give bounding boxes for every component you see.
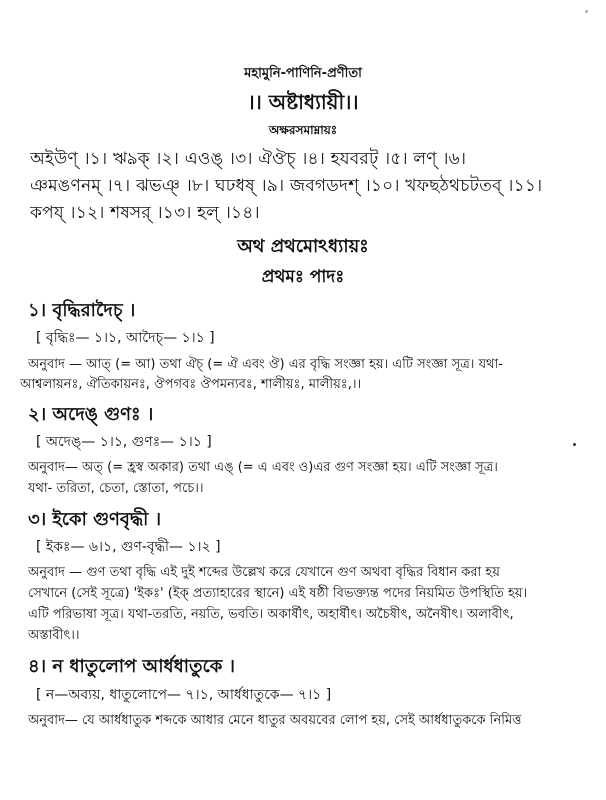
akshara-heading: অক্ষরসমাম্নায়ঃ <box>268 123 338 137</box>
sutra-translation-line: সেখানে (সেই সূত্রে) 'ইকঃ' (ইক্ প্রত্যাহারের স্থানে) এই ষষ্ঠী বিভক্ত্যন্ত পদের নিয়মিত উপস্থিতি হয়। <box>28 586 528 601</box>
author-subtitle: মহামুনি-পাণিনি-প্রণীতা <box>244 66 362 81</box>
sutra-title: ১। বৃদ্ধিরাদৈচ্ । <box>28 300 136 321</box>
sutra-translation-line: অনুবাদ — গুণ তথা বৃদ্ধি এই দুই শব্দের উল্লেখ করে যেখানে গুণ অথবা বৃদ্ধির বিধান করা হয় <box>28 565 500 580</box>
sutra-analysis: [ ইকঃ— ৬।১, গুণ-বৃদ্ধী— ১।২ ] <box>36 539 221 555</box>
akshara-line: কপয্ ।১২। শষসর্ ।১৩। হল্ ।১৪। <box>30 203 260 223</box>
sutra-translation-line: অনুবাদ — আত্ (= আ) তথা ঐচ্ (= ঐ এবং ঔ) এর বৃদ্ধি সংজ্ঞা হয়। এটি সংজ্ঞা সূত্র। যথা- <box>28 357 503 372</box>
adhyaya-heading: অথ প্রথমোঽধ্যায়ঃ <box>237 236 369 257</box>
sutra-translation-line: যথা- তরিতা, চেতা, স্তোতা, পচে।। <box>28 481 204 496</box>
sutra-translation-line: অনুবাদ— যে আর্ধধাতুক শব্দকে আধার মেনে ধাতুর অবয়বের লোপ হয়, সেই আর্ধধাতুককে নিমিত্ত <box>28 713 522 728</box>
akshara-line: অইউণ্ ।১। ঋঌক্ ।২। এওঙ্ ।৩। ঐঔচ্ ।৪। হযবরট্ ।৫। লণ্ ।৬। <box>30 149 467 169</box>
scan-speck <box>573 443 576 446</box>
sutra-translation-line: অনুবাদ— অত্ (= হ্রস্ব অকার) তথা এঙ্ (= এ এবং ও)এর গুণ সংজ্ঞা হয়। এটি সংজ্ঞা সূত্র। <box>28 460 498 475</box>
sutra-title: ২। অদেঙ্ গুণঃ । <box>28 404 154 425</box>
sutra-title: ৩। ইকো গুণবৃদ্ধী । <box>28 509 162 530</box>
akshara-line: ঞমঙণনম্ ।৭। ঝভঞ্ ।৮। ঘঢধষ্ ।৯। জবগডদশ্ ।১০। খফছঠথচটতব্ ।১১। <box>30 176 543 196</box>
sutra-analysis: [ অদেঙ্— ১।১, গুণঃ— ১।১ ] <box>36 434 212 450</box>
sutra-translation-line: আশ্বলায়নঃ, ঐতিকায়নঃ, ঔপগবঃ ঔপমন্যবঃ, শালীয়ঃ, মালীয়ঃ,।। <box>20 377 362 392</box>
pada-heading: প্রথমঃ পাদঃ <box>261 267 345 287</box>
book-title: ।। অষ্টাধ্যায়ী।। <box>247 90 359 114</box>
sutra-title: ৪। ন ধাতুলোপ আর্ধধাতুকে । <box>28 656 235 677</box>
sutra-translation-line: এটি পরিভাষা সূত্র। যথা-তরতি, নয়তি, ভবতি। অকার্ষীৎ, অহার্ষীৎ। অচৈষীৎ, অনৈষীৎ। অলাবীৎ, <box>28 607 514 622</box>
sutra-translation-line: অস্তাবীৎ।। <box>28 628 80 643</box>
sutra-analysis: [ বৃদ্ধিঃ— ১।১, আদৈচ্— ১।১ ] <box>36 330 215 346</box>
scan-speck <box>585 10 588 13</box>
sutra-analysis: [ ন—অব্যয়, ধাতুলোপে— ৭।১, আর্ধধাতুকে— ৭।১ ] <box>36 687 332 703</box>
